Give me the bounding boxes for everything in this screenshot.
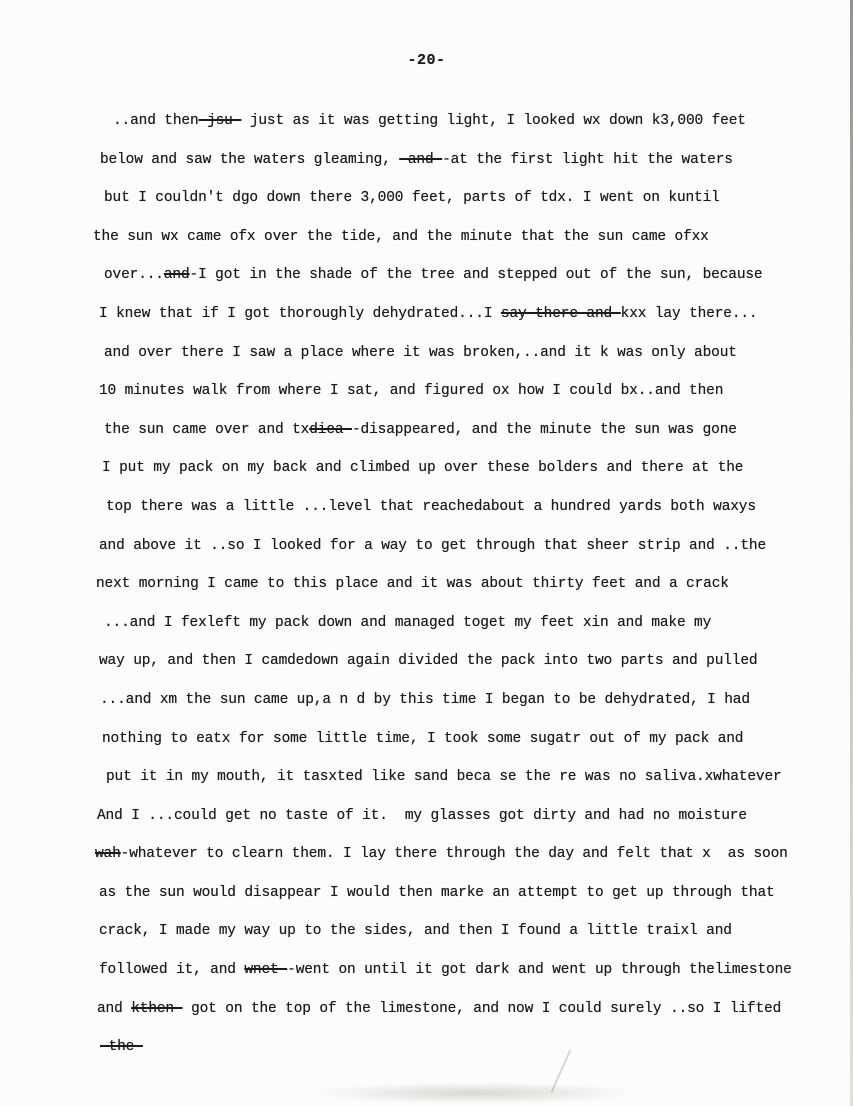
typed-text: 10 minutes walk from where I sat, and figured ox how I could bx..and then bbox=[99, 383, 724, 400]
typed-text: followed it, and bbox=[99, 962, 245, 979]
typed-text: ...and xm the sun came up,a n d by this time I began to be dehydrated, I had bbox=[100, 691, 750, 708]
typed-text: over... bbox=[104, 267, 164, 284]
typed-text: and above it ..so I looked for a way to get through that sheer strip and ..the bbox=[99, 537, 767, 554]
typed-text: the sun came over and tx bbox=[104, 421, 310, 438]
typed-text: below and saw the waters gleaming, bbox=[100, 151, 400, 168]
struck-text: -the- bbox=[100, 1039, 143, 1056]
typed-text: and over there I saw a place where it was broken,..and it k was only about bbox=[104, 344, 737, 361]
struck-text: -jsu- bbox=[198, 113, 242, 129]
text-line bbox=[0, 141, 853, 180]
typed-text: next morning I came to this place and it was about thirty feet and a crack bbox=[96, 576, 729, 593]
typed-text: I put my pack on my back and climbed up over these bolders and there at the bbox=[102, 460, 744, 477]
typed-text: but I couldn't dgo down there 3,000 feet, parts of tdx. I went on kuntil bbox=[104, 190, 720, 207]
scan-smudge-artifact bbox=[310, 1082, 640, 1104]
struck-text: and bbox=[163, 267, 190, 284]
typed-text: top there was a little ...level that reachedabout a hundred yards both waxys bbox=[106, 498, 756, 515]
text-line bbox=[0, 835, 853, 874]
text-line bbox=[0, 797, 853, 836]
text-line bbox=[0, 681, 853, 720]
typed-text: just as it was getting light, I looked wx down k3,000 feet bbox=[241, 113, 746, 129]
text-line bbox=[0, 912, 853, 951]
text-line bbox=[0, 720, 853, 759]
typed-text: -at the first light hit the waters bbox=[442, 151, 733, 168]
document-lines bbox=[0, 102, 853, 1067]
text-line bbox=[0, 411, 853, 450]
typed-text: I knew that if I got thoroughly dehydrated...I bbox=[99, 305, 501, 322]
text-line bbox=[0, 488, 853, 527]
text-line bbox=[0, 1028, 853, 1067]
text-line bbox=[0, 990, 853, 1029]
struck-text: -and- bbox=[399, 151, 443, 168]
text-line bbox=[0, 334, 853, 373]
typed-text: the sun wx came ofx over the tide, and the minute that the sun came ofxx bbox=[93, 228, 709, 245]
text-line bbox=[0, 874, 853, 913]
text-line bbox=[0, 449, 853, 488]
text-line bbox=[0, 372, 853, 411]
text-line bbox=[0, 102, 853, 141]
typed-text: crack, I made my way up to the sides, and then I found a little traixl and bbox=[99, 923, 732, 940]
typed-text: kxx lay there... bbox=[620, 305, 758, 322]
typed-text: nothing to eatx for some little time, I took some sugatr out of my pack and bbox=[102, 730, 744, 747]
struck-text: kthen- bbox=[131, 1000, 183, 1017]
typed-text: ...and I fexleft my pack down and managed toget my feet xin and make my bbox=[104, 614, 712, 631]
page-number: -20- bbox=[407, 52, 446, 69]
typed-text: ..and then bbox=[113, 113, 199, 129]
typed-text: got on the top of the limestone, and now I could surely ..so I lifted bbox=[182, 1000, 782, 1017]
text-line bbox=[0, 527, 853, 566]
typed-text: -whatever to clearn them. I lay there through the day and felt that x as soon bbox=[120, 846, 788, 863]
text-line bbox=[0, 565, 853, 604]
typed-text: -disappeared, and the minute the sun was gone bbox=[352, 421, 737, 438]
text-line bbox=[0, 295, 853, 334]
text-line bbox=[0, 604, 853, 643]
text-line bbox=[0, 951, 853, 990]
text-line bbox=[0, 758, 853, 797]
text-line bbox=[0, 642, 853, 681]
typed-text: -I got in the shade of the tree and stepped out of the sun, because bbox=[189, 267, 763, 284]
text-line bbox=[0, 256, 853, 295]
text-line bbox=[0, 218, 853, 257]
typed-text: as the sun would disappear I would then marke an attempt to get up through that bbox=[99, 884, 775, 901]
struck-text: diea- bbox=[309, 421, 352, 438]
text-line bbox=[0, 179, 853, 218]
typed-text: and bbox=[97, 1000, 132, 1017]
typed-text: put it in my mouth, it tasxted like sand beca se the re was no saliva.xwhatever bbox=[106, 769, 782, 786]
struck-text: say-there-and- bbox=[500, 305, 621, 322]
typed-text: way up, and then I camdedown again divided the pack into two parts and pulled bbox=[99, 653, 758, 670]
typed-text: -went on until it got dark and went up through thelimestone bbox=[287, 962, 792, 979]
struck-text: wah bbox=[95, 846, 121, 863]
typed-text: And I ...could get no taste of it. my glasses got dirty and had no moisture bbox=[97, 807, 747, 824]
struck-text: wnet- bbox=[244, 962, 288, 979]
